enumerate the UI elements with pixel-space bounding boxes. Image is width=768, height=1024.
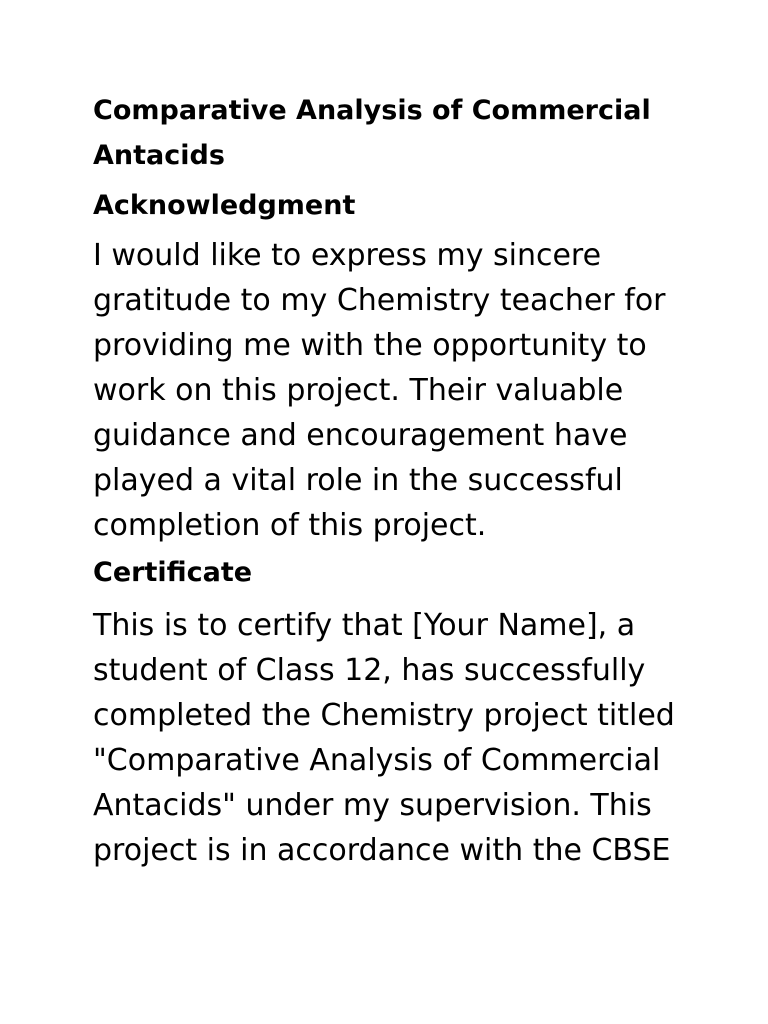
certificate-heading: Certificate <box>93 557 253 588</box>
document-content <box>93 88 693 873</box>
acknowledgment-heading: Acknowledgment <box>93 190 356 221</box>
certificate-paragraph: This is to certify that [Your Name], a student of Class 12, has successfully completed the Chemistry project titled "Comparative Analysis of Commercial Antacids" under my supervision. This project is in accordance with the CBSE <box>93 608 675 868</box>
acknowledgment-paragraph: I would like to express my sincere gratitude to my Chemistry teacher for providing me with the opportunity to work on this project. Their valuable guidance and encouragement have played a vital role in the successful completion of this project. <box>93 238 666 543</box>
document-title: Comparative Analysis of Commercial Antacids <box>93 95 651 171</box>
